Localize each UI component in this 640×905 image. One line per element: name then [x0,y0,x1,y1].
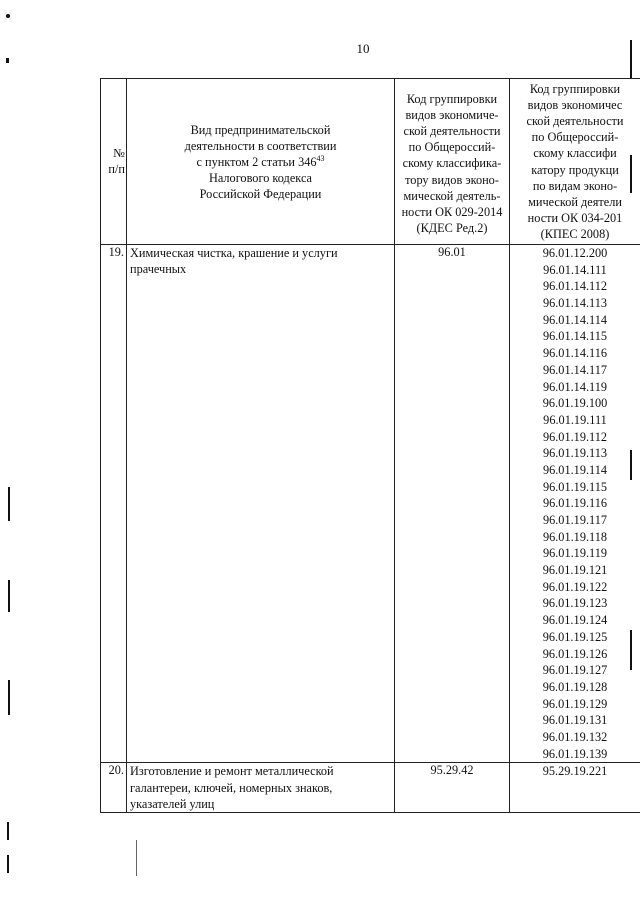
footnote-ref: 43 [316,153,325,163]
header-okpd-line: видов экономичес [527,98,623,113]
row-okved-code: 96.01 [395,245,510,763]
table-row [101,245,640,763]
activity-table [100,78,640,813]
okpd-code: 96.01.12.200 [542,246,608,260]
scan-mark [6,58,9,63]
okpd-code: 96.01.19.139 [542,746,608,761]
okpd-code: 96.01.14.112 [542,279,608,294]
header-okved-line: видов экономиче- [405,108,499,123]
header-activity-line: Вид предпринимательской [190,122,331,137]
okpd-code: 96.01.19.126 [542,646,608,661]
header-activity-type [127,79,395,245]
okpd-code: 96.01.19.122 [542,579,608,594]
scan-mark [7,822,9,840]
header-number [101,79,127,245]
header-okpd-line: ской деятельности [526,114,624,129]
okpd-code: 95.29.19.221 [542,764,608,779]
okpd-code: 96.01.19.121 [542,563,608,578]
scan-mark [6,14,10,18]
okpd-code: 96.01.14.119 [542,379,608,394]
table-row [101,763,640,813]
okpd-code: 96.01.14.113 [542,296,608,311]
header-okpd-line: по Общероссий- [531,130,619,145]
header-okpd-line: скому классифи [533,146,617,161]
scan-mark [630,40,632,78]
scan-mark [8,487,10,521]
okpd-code: 96.01.14.114 [542,312,608,327]
header-activity-line: деятельности в соответствии [184,138,337,153]
header-okpd-line: катору продукци [531,162,619,177]
header-okved-line: мической деятель- [403,188,501,203]
row-okved-code: 95.29.42 [395,763,510,813]
header-okved-line: Код группировки [406,92,498,107]
header-okpd-code [510,79,640,245]
row-okpd-codes [510,763,640,813]
header-number-line: п/п [108,161,125,176]
okpd-code: 96.01.19.111 [543,412,607,427]
scan-mark [136,840,137,876]
okpd-code: 96.01.19.112 [542,429,608,444]
header-okpd-line: по видам эконо- [532,178,618,193]
header-activity-line [127,154,394,170]
header-okved-line: скому классифика- [402,156,502,171]
header-okpd-line: ности ОК 034-201 [527,210,623,225]
table-header-row [101,79,640,245]
okpd-code: 96.01.19.128 [542,679,608,694]
okpd-code: 96.01.19.115 [542,479,608,494]
header-okved-code [395,79,510,245]
okpd-code: 96.01.19.123 [542,596,608,611]
header-activity-line: Российской Федерации [199,186,322,201]
okpd-code: 96.01.14.111 [543,262,607,277]
okpd-code: 96.01.19.132 [542,729,608,744]
scan-mark [7,855,9,873]
scan-mark [8,680,10,715]
okpd-code: 96.01.19.117 [542,513,608,527]
header-okved-line: (КДЕС Ред.2) [416,220,488,235]
okpd-code: 96.01.19.119 [542,546,608,561]
header-activity-line: Налогового кодекса [208,170,313,185]
row-okpd-codes [510,245,640,763]
header-okved-line: тору видов эконо- [405,172,499,187]
okpd-code: 96.01.19.125 [542,629,608,644]
okpd-code: 96.01.19.124 [542,613,608,628]
okpd-code: 96.01.14.115 [542,329,608,344]
header-okpd-line: мической деятели [528,194,622,209]
okpd-code: 96.01.19.127 [542,663,608,678]
header-okved-line: ской деятельности [403,124,501,139]
header-activity-text: с пунктом 2 статьи 346 [196,154,317,169]
page-number: 10 [356,41,370,56]
scan-mark [8,580,10,612]
row-activity-name: Изготовление и ремонт металлической галантереи, ключей, номерных знаков, указателей улиц [127,763,395,813]
okpd-code: 96.01.19.131 [542,713,608,728]
header-okpd-line: Код группировки [529,82,621,97]
okpd-code: 96.01.19.116 [542,496,608,511]
okpd-code: 96.01.19.113 [542,446,608,461]
okpd-code: 96.01.14.116 [542,346,608,361]
row-activity-name: Химическая чистка, крашение и услуги прачечных [127,245,395,763]
okpd-code: 96.01.19.114 [542,462,608,477]
header-okved-line: по Общероссий- [408,140,496,155]
okpd-code: 96.01.19.118 [542,529,608,544]
row-number: 19. [101,245,127,763]
okpd-code: 96.01.19.129 [542,696,608,711]
header-okved-line: ности ОК 029-2014 [401,204,503,219]
row-number: 20. [101,763,127,813]
okpd-code: 96.01.14.117 [542,362,608,377]
okpd-code: 96.01.19.100 [542,396,608,411]
header-number-line: № [113,145,125,160]
header-okpd-line: (КПЕС 2008) [540,226,610,241]
